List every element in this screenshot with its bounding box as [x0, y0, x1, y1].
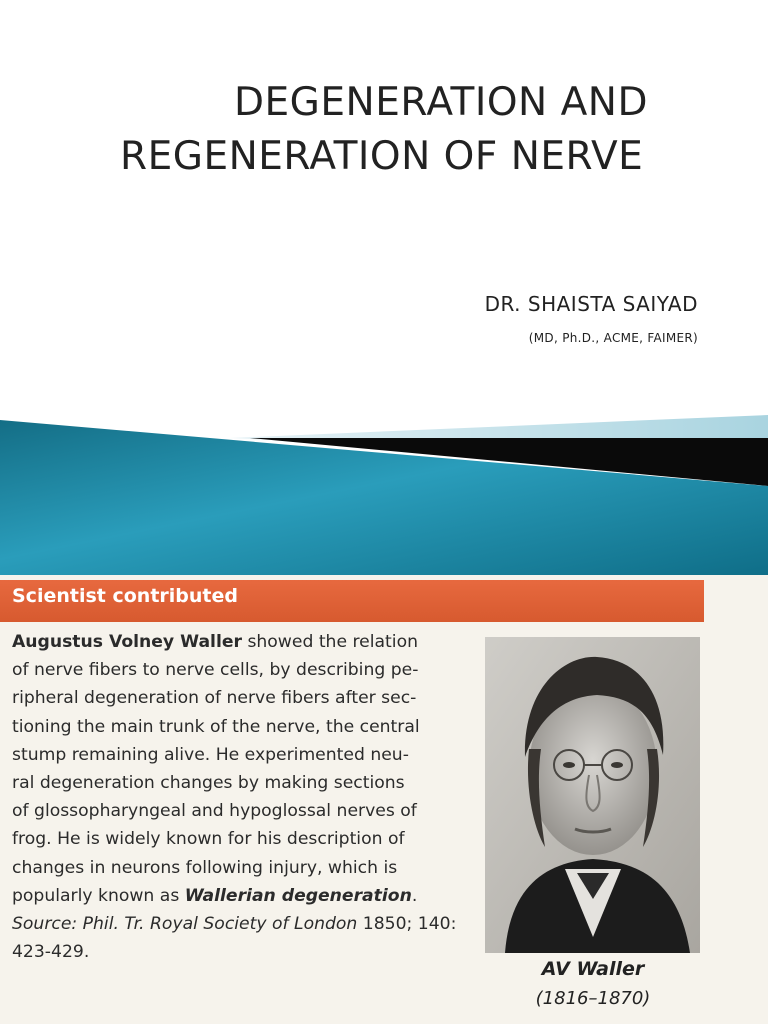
decorative-band — [0, 410, 768, 580]
author-name: DR. SHAISTA SAIYAD — [484, 292, 698, 316]
portrait-illustration — [485, 637, 700, 953]
excerpt-line: Augustus Volney Waller showed the relation — [12, 632, 418, 652]
excerpt-banner-label: Scientist contributed — [12, 585, 238, 607]
excerpt-line: frog. He is widely known for his description of — [12, 829, 405, 850]
excerpt-line: stump remaining alive. He experimented neu- — [12, 744, 409, 765]
excerpt-line: ripheral degeneration of nerve fibers after sec- — [12, 688, 417, 709]
band-light-stripe — [230, 415, 768, 442]
excerpt-line: of glossopharyngeal and hypoglossal nerves of — [12, 801, 417, 822]
excerpt-source: Source: Phil. Tr. Royal Society of London 1850; 140: — [12, 914, 457, 935]
title-line-2: REGENERATION OF NERVE — [120, 134, 644, 179]
excerpt-line: of nerve fibers to nerve cells, by describing pe- — [12, 660, 419, 681]
excerpt-body — [12, 628, 474, 966]
slide-title — [120, 76, 720, 184]
portrait-photo — [485, 637, 700, 953]
excerpt-line: ral degeneration changes by making sections — [12, 773, 405, 794]
portrait-caption-name: AV Waller — [541, 958, 645, 980]
portrait-caption-years: (1816–1870) — [535, 988, 651, 1009]
excerpt-line: changes in neurons following injury, which is — [12, 857, 398, 878]
excerpt-source-pages: 423-429. — [12, 942, 90, 963]
title-line-1: DEGENERATION AND — [234, 80, 648, 125]
author-credentials: (MD, Ph.D., ACME, FAIMER) — [528, 331, 698, 345]
excerpt-line: popularly known as Wallerian degeneration. — [12, 885, 418, 906]
excerpt-line: tioning the main trunk of the nerve, the central — [12, 716, 420, 737]
